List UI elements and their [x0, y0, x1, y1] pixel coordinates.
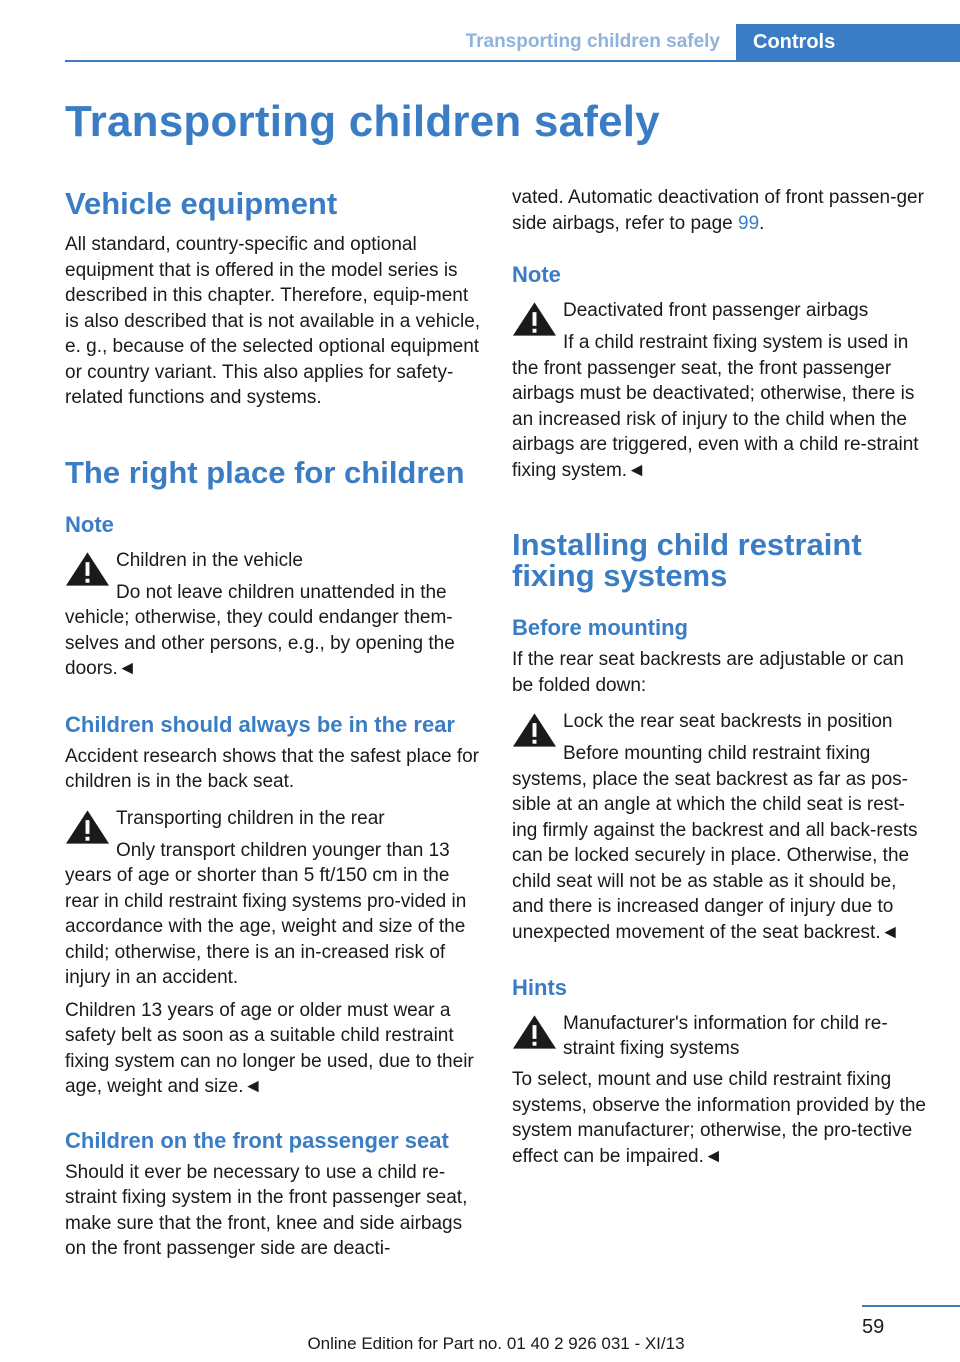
warning-text: Before mounting child restraint fixing systems, place the seat backrest as far as pos-sible at an angle at which the child seat is rest-ing firmly against the backrest and all back-rests can be locked securely in place. Otherwise, the child seat will not be as stable as it should be, and there is increased danger of injury due to unexpected movement of the seat backrest.◄	[512, 743, 918, 943]
warning-lock-backrests	[512, 707, 930, 945]
heading-hints: Hints	[512, 975, 567, 1000]
header-section-title: Transporting children safely	[465, 31, 720, 52]
warning-text: Only transport children younger than 13 years of age or shorter than 5 ft/150 cm in the rear in child restraint fixing systems pro-vided in accordance with the age, weight and size of the child; otherwise, there is an in-creased risk of injury in an accident.	[65, 839, 467, 988]
header-tab-controls: Controls	[736, 24, 960, 62]
paragraph-hints: To select, mount and use child restraint fixing systems, observe the information provided by the system manufacturer; otherwise, the pro-tective effect can be impaired.◄	[512, 1069, 926, 1167]
warning-title: Lock the rear seat backrests in position	[563, 711, 893, 732]
warning-deactivated-airbags	[512, 296, 930, 483]
note-heading-1: Note	[65, 511, 114, 537]
warning-title: Children in the vehicle	[116, 549, 303, 571]
left-column	[65, 185, 483, 1262]
right-column	[512, 185, 930, 1169]
heading-before-mounting: Before mounting	[512, 615, 688, 640]
paragraph-front-passenger: Should it ever be necessary to use a child re-straint fixing system in the front passenger seat, make sure that the front, knee and side airbags on the front passenger side are deacti-	[65, 1161, 468, 1259]
paragraph-rear: Accident research shows that the safest place for children is in the back seat.	[65, 745, 479, 792]
paragraph-before-mounting: If the rear seat backrests are adjustable or can be folded down:	[512, 649, 904, 696]
paragraph-continued-end: .	[759, 212, 765, 234]
footer-rule	[862, 1305, 960, 1307]
heading-always-rear: Children should always be in the rear	[65, 711, 455, 737]
page-title: Transporting children safely	[65, 97, 660, 146]
paragraph-older-children: Children 13 years of age or older must wear a safety belt as soon as a suitable child restraint fixing system can no longer be used, due to their age, weight and size.◄	[65, 999, 474, 1097]
heading-front-passenger-seat: Children on the front passenger seat	[65, 1127, 449, 1153]
heading-installing-systems: Installing child restraint fixing systems	[512, 527, 862, 593]
warning-children-in-vehicle	[65, 546, 483, 682]
warning-text: If a child restraint fixing system is used in the front passenger seat, the front passenger airbags must be deactivated; otherwise, there is an increased risk of injury to the child when the airbags are triggered, even with a child re-straint fixing system.◄	[512, 332, 919, 481]
header-rule	[65, 60, 960, 62]
footer-edition: Online Edition for Part no. 01 40 2 926 031 - XI/13	[307, 1334, 685, 1353]
paragraph-continued-text: vated. Automatic deactivation of front passen-ger side airbags, refer to page	[512, 187, 924, 234]
warning-triangle-icon	[512, 1014, 557, 1050]
paragraph-continued	[512, 185, 930, 236]
heading-vehicle-equipment: Vehicle equipment	[65, 186, 338, 221]
warning-triangle-icon	[512, 301, 557, 337]
warning-manufacturer-info	[512, 1009, 930, 1061]
warning-triangle-icon	[512, 712, 557, 748]
paragraph-vehicle-equipment: All standard, country-specific and optional equipment that is offered in the model series is described in this chapter. Therefore, equip-ment is also described that is not available in a vehicle, e. g., because of the selected optional equipment or country variant. This also applies for safety-related functions and systems.	[65, 234, 481, 408]
heading-right-place: The right place for children	[65, 454, 465, 490]
page-link-99[interactable]: 99	[738, 212, 760, 234]
warning-triangle-icon	[65, 551, 110, 587]
warning-title: Transporting children in the rear	[116, 807, 385, 829]
page-number: 59	[862, 1316, 885, 1338]
warning-title: Manufacturer's information for child re-straint fixing systems	[563, 1013, 888, 1059]
warning-text: Do not leave children unattended in the vehicle; otherwise, they could endanger them-selves and other persons, e.g., by opening the doors.◄	[65, 581, 455, 679]
warning-transport-rear	[65, 804, 483, 991]
warning-triangle-icon	[65, 809, 110, 845]
warning-title: Deactivated front passenger airbags	[563, 300, 869, 321]
note-heading-2: Note	[512, 262, 561, 287]
